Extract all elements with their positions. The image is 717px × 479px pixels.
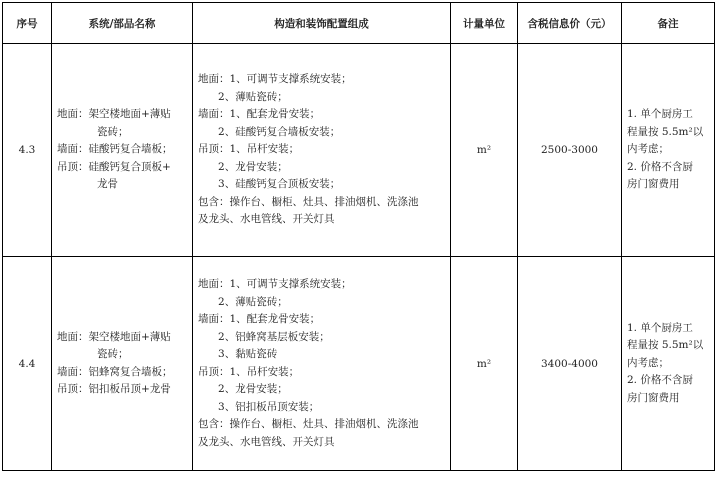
table-row bbox=[3, 257, 715, 471]
notes bbox=[622, 44, 715, 257]
config-description-line: 吊顶：1、吊杆安装； bbox=[198, 365, 300, 378]
config-description-line: 2、龙骨安装； bbox=[198, 160, 288, 173]
notes-line: 2. 价格不含厨 bbox=[627, 374, 693, 387]
system-name-line: 瓷砖； bbox=[97, 348, 129, 360]
system-name-line: 瓷砖； bbox=[97, 125, 129, 138]
header-no: 序号 bbox=[3, 3, 52, 44]
config-description-line: 墙面：1、配套龙骨安装； bbox=[198, 313, 321, 325]
header-system: 系统/部品名称 bbox=[52, 3, 193, 44]
header-price: 含税信息价（元） bbox=[518, 3, 622, 44]
price-table bbox=[2, 2, 715, 471]
header-config: 构造和装饰配置组成 bbox=[193, 3, 451, 44]
config-description bbox=[193, 44, 451, 257]
config-description-line: 2、龙骨安装； bbox=[198, 383, 288, 395]
system-name-line: 吊顶：硅酸钙复合顶板+ bbox=[57, 160, 171, 173]
config-description bbox=[193, 257, 451, 471]
system-name-line: 地面：架空楼地面+薄贴 bbox=[57, 330, 171, 343]
notes-line: 内考虑； bbox=[627, 356, 669, 369]
notes-line: 内考虑； bbox=[627, 143, 669, 156]
unit: m² bbox=[451, 257, 518, 471]
header-unit: 计量单位 bbox=[451, 3, 518, 44]
system-name-line: 地面：架空楼地面+薄贴 bbox=[57, 108, 171, 121]
config-description-line: 2、硅酸钙复合墙板安装； bbox=[198, 125, 341, 138]
config-description-line: 及龙头、水电管线、开关灯具 bbox=[198, 435, 335, 448]
config-description-line: 地面：1、可调节支撑系统安装； bbox=[198, 73, 352, 86]
table-row bbox=[3, 44, 715, 257]
notes-line: 房门窗费用 bbox=[627, 178, 680, 191]
config-description-line: 2、薄贴瓷砖； bbox=[198, 295, 288, 308]
system-name-line: 墙面：铝蜂窝复合墙板； bbox=[57, 365, 173, 378]
notes bbox=[622, 257, 715, 471]
notes-line: 1. 单个厨房工 bbox=[627, 108, 693, 121]
system-name-line: 吊顶：铝扣板吊顶+龙骨 bbox=[57, 383, 171, 395]
config-description-line: 及龙头、水电管线、开关灯具 bbox=[198, 213, 335, 226]
config-description-line: 3、铝扣板吊顶安装； bbox=[198, 400, 320, 413]
config-description-line: 地面：1、可调节支撑系统安装； bbox=[198, 278, 352, 290]
header-row bbox=[3, 3, 715, 44]
price: 2500-3000 bbox=[518, 44, 622, 257]
notes-line: 1. 单个厨房工 bbox=[627, 321, 693, 334]
unit: m² bbox=[451, 44, 518, 257]
system-name bbox=[52, 257, 193, 471]
notes-line: 程量按 5.5m²以 bbox=[627, 125, 704, 138]
config-description-line: 3、硅酸钙复合顶板安装； bbox=[198, 178, 341, 191]
notes-line: 房门窗费用 bbox=[627, 391, 680, 404]
system-name bbox=[52, 44, 193, 257]
config-description-line: 吊顶：1、吊杆安装； bbox=[198, 143, 300, 156]
system-name-line: 墙面：硅酸钙复合墙板； bbox=[57, 143, 173, 156]
system-name-line: 龙骨 bbox=[97, 178, 118, 191]
notes-line: 程量按 5.5m²以 bbox=[627, 339, 704, 352]
header-notes: 备注 bbox=[622, 3, 715, 44]
row-number: 4.3 bbox=[3, 44, 52, 257]
config-description-line: 2、薄贴瓷砖； bbox=[198, 90, 288, 103]
notes-line: 2. 价格不含厨 bbox=[627, 160, 693, 173]
row-number: 4.4 bbox=[3, 257, 52, 471]
config-description-line: 包含：操作台、橱柜、灶具、排油烟机、洗涤池 bbox=[198, 418, 419, 430]
config-description-line: 墙面：1、配套龙骨安装； bbox=[198, 108, 321, 121]
config-description-line: 3、黏贴瓷砖 bbox=[198, 348, 278, 360]
config-description-line: 包含：操作台、橱柜、灶具、排油烟机、洗涤池 bbox=[198, 195, 419, 208]
price: 3400-4000 bbox=[518, 257, 622, 471]
config-description-line: 2、铝蜂窝基层板安装； bbox=[198, 330, 330, 343]
